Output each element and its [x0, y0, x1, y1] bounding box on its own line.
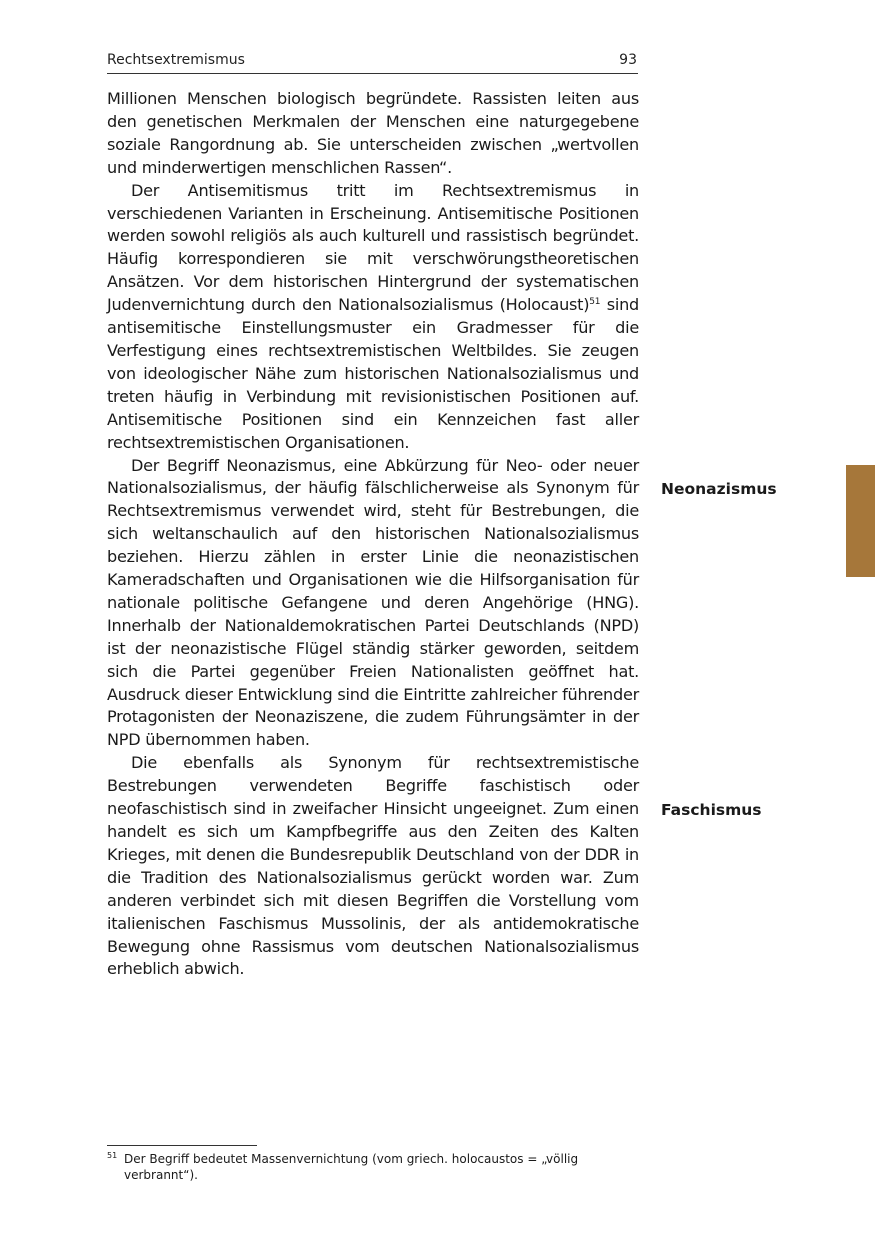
- paragraph-antisemitismus: [107, 180, 639, 455]
- footnote: [107, 1151, 637, 1183]
- chapter-thumb-tab: [846, 465, 875, 577]
- paragraph-rassismus-end: Millionen Menschen biologisch begründete. Rassisten leiten aus den genetischen Merkmalen der Menschen eine naturgegebene soziale Rangordnung ab. Sie unterscheiden zwischen „wertvollen und minderwertigen menschlichen Rassen“.: [107, 89, 639, 177]
- footnote-text: Der Begriff bedeutet Massenvernichtung (vom griech. holocaustos = „völlig verbrannt“).: [124, 1152, 579, 1182]
- footnote-number: 51: [107, 1151, 118, 1160]
- paragraph-antisemitismus-part1: Der Antisemitismus tritt im Rechtsextremismus in verschiedenen Varianten in Erscheinung. Antisemitische Positionen werden sowohl religiös als auch kulturell und rassistisch begründet. Häufig korrespondieren sie mit verschwörungstheoretischen Ansätzen. Vor dem historischen Hintergrund der systematischen Judenvernichtung durch den Nationalsozialismus (Holocaust): [107, 180, 639, 315]
- paragraph-neonazismus: Der Begriff Neonazismus, eine Abkürzung für Neo- oder neuer Nationalsozialismus, der häufig fälschlicherweise als Synonym für Rechtsextremismus verwendet wird, steht für Bestrebungen, die sich weltanschaulich auf den historischen Nationalsozialismus beziehen. Hierzu zählen in erster Linie die neonazistischen Kameradschaften und Organisationen wie die Hilfsorganisation für nationale politische Gefangene und deren Angehörige (HNG). Innerhalb der Nationaldemokratischen Partei Deutschlands (NPD) ist der neonazistische Flügel ständig stärker geworden, seitdem sich die Partei gegenüber Freien Nationalisten geöffnet hat. Ausdruck dieser Entwicklung sind die Eintritte zahlreicher führender Protagonisten der Neonaziszene, die zudem Führungsämter in der NPD übernommen haben.: [107, 455, 639, 750]
- paragraph-faschismus: Die ebenfalls als Synonym für rechtsextremistische Bestrebungen verwendeten Begriffe faschistisch oder neofaschistisch sind in zweifacher Hinsicht ungeeignet. Zum einen handelt es sich um Kampfbegriffe aus den Zeiten des Kalten Krieges, mit denen die Bundesrepublik Deutschland von der DDR in die Tradition des Nationalsozialismus gerückt worden war. Zum anderen verbindet sich mit diesen Begriffen die Vorstellung vom italienischen Faschismus Mussolinis, der als antidemokratische Bewegung ohne Rassismus vom deutschen Nationalsozialismus erheblich abwich.: [107, 753, 639, 979]
- running-title: Rechtsextremismus: [107, 52, 245, 68]
- running-header: [107, 50, 638, 74]
- margin-note-faschismus: Faschismus: [661, 801, 762, 819]
- paragraph-antisemitismus-part2: sind antisemitische Einstellungsmuster ein Gradmesser für die Verfestigung eines rechtsextremistischen Weltbildes. Sie zeugen von ideologischer Nähe zum historischen Nationalsozialismus und treten häufig in Verbindung mit revisionistischen Positionen auf. Antisemitische Positionen sind ein Kennzeichen fast aller rechtsextremistischen Organisationen.: [107, 295, 639, 452]
- footnote-divider: [107, 1145, 257, 1146]
- footnote-reference[interactable]: 51: [589, 297, 601, 308]
- body-text: [107, 88, 639, 981]
- margin-note-neonazismus: Neonazismus: [661, 480, 777, 498]
- page-number: 93: [619, 52, 637, 68]
